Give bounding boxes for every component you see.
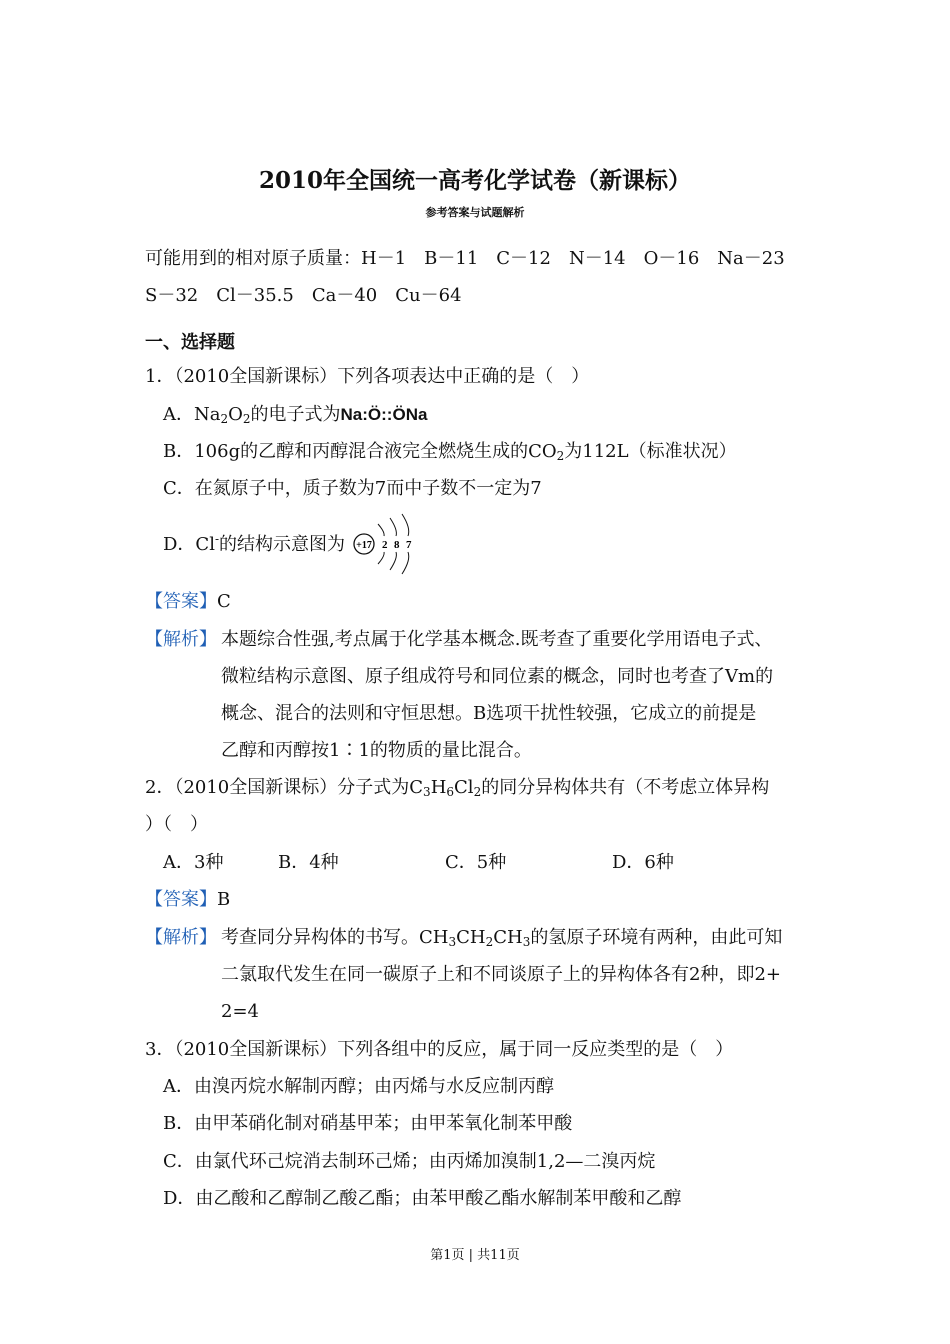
q1-analysis-tag: 【解析】 xyxy=(145,629,217,650)
q1-answer: 【答案】C xyxy=(145,591,231,612)
q2-answer: 【答案】B xyxy=(145,889,231,910)
atomic-mass-line-1: 可能用到的相对原子质量：H－1 B－11 C－12 N－14 O－16 Na－23 xyxy=(145,248,785,269)
q1-analysis-line-4: 乙醇和丙醇按1∶1的物质的量比混合。 xyxy=(221,740,532,761)
q2-stem-line-2: ）（ ） xyxy=(145,814,208,835)
q1-stem: 1．（2010全国新课标）下列各项表达中正确的是（ ） xyxy=(145,366,590,387)
q3-option-a: A．由溴丙烷水解制丙醇；由丙烯与水反应制丙醇 xyxy=(163,1076,554,1097)
q2-analysis-line-1: 考查同分异构体的书写。$CH_3CH_2CH_3$的氢原子环境有两种，由此可知 xyxy=(221,927,783,949)
answer-tag: 【答案】 xyxy=(145,591,217,612)
q3-option-c: C．由氯代环己烷消去制环己烯；由丙烯加溴制1,2—二溴丙烷 xyxy=(163,1151,656,1172)
sodium-peroxide-electron-formula: Na:Ö::ÖNa xyxy=(340,405,428,424)
page-footer: 第1页 | 共11页 xyxy=(430,1248,520,1263)
q2-option-d: D．6种 xyxy=(612,852,674,873)
q2-stem: 2．（2010全国新课标）分子式为$C_3H_6Cl_2$的同分异构体共有（不考虑立体异构 xyxy=(145,777,770,799)
q2-option-b: B．4种 xyxy=(278,852,339,873)
q2-option-c: C．5种 xyxy=(445,852,507,873)
q2-analysis-tag: 【解析】 xyxy=(145,927,217,948)
shell-2-electrons: 8 xyxy=(394,539,400,551)
shell-3-electrons: 7 xyxy=(406,539,412,551)
atomic-mass-line-2: S－32 Cl－35.5 Ca－40 Cu－64 xyxy=(145,285,462,306)
q1-analysis-line-3: 概念、混合的法则和守恒思想。B选项干扰性较强，它成立的前提是 xyxy=(221,703,757,724)
q1-option-c: C．在氮原子中，质子数为7而中子数不一定为7 xyxy=(163,478,542,499)
q2-option-a: A．3种 xyxy=(163,852,224,873)
page-title: 2010年全国统一高考化学试卷（新课标） xyxy=(258,167,691,194)
q3-stem: 3．（2010全国新课标）下列各组中的反应，属于同一反应类型的是（ ） xyxy=(145,1039,734,1060)
q1-option-b: B．106g的乙醇和丙醇混合液完全燃烧生成的$CO_2$为112L（标准状况） xyxy=(163,441,737,463)
q3-option-b: B．由甲苯硝化制对硝基甲苯；由甲苯氧化制苯甲酸 xyxy=(163,1113,573,1134)
q1-analysis-line-2: 微粒结构示意图、原子组成符号和同位素的概念，同时也考查了Vm的 xyxy=(221,666,774,687)
chloride-structure-diagram xyxy=(350,512,420,578)
shell-1-electrons: 2 xyxy=(382,539,388,551)
page-subtitle: 参考答案与试题解析 xyxy=(425,206,525,219)
nucleus-charge: +17 xyxy=(356,540,372,551)
q1-analysis-line-1: 本题综合性强,考点属于化学基本概念.既考查了重要化学用语电子式、 xyxy=(221,629,773,650)
q2-analysis-line-2: 二氯取代发生在同一碳原子上和不同谈原子上的异构体各有2种，即2+ xyxy=(221,964,781,985)
answer-tag: 【答案】 xyxy=(145,889,217,910)
q1-option-a: A．$Na_2O_2$的电子式为Na:Ö::ÖNa xyxy=(163,404,428,426)
q1-option-d: D．Cl-的结构示意图为 xyxy=(163,532,346,555)
section-title: 一、选择题 xyxy=(145,332,235,353)
q3-option-d: D．由乙酸和乙醇制乙酸乙酯；由苯甲酸乙酯水解制苯甲酸和乙醇 xyxy=(163,1188,682,1209)
q2-analysis-line-3: 2=4 xyxy=(221,1001,259,1022)
